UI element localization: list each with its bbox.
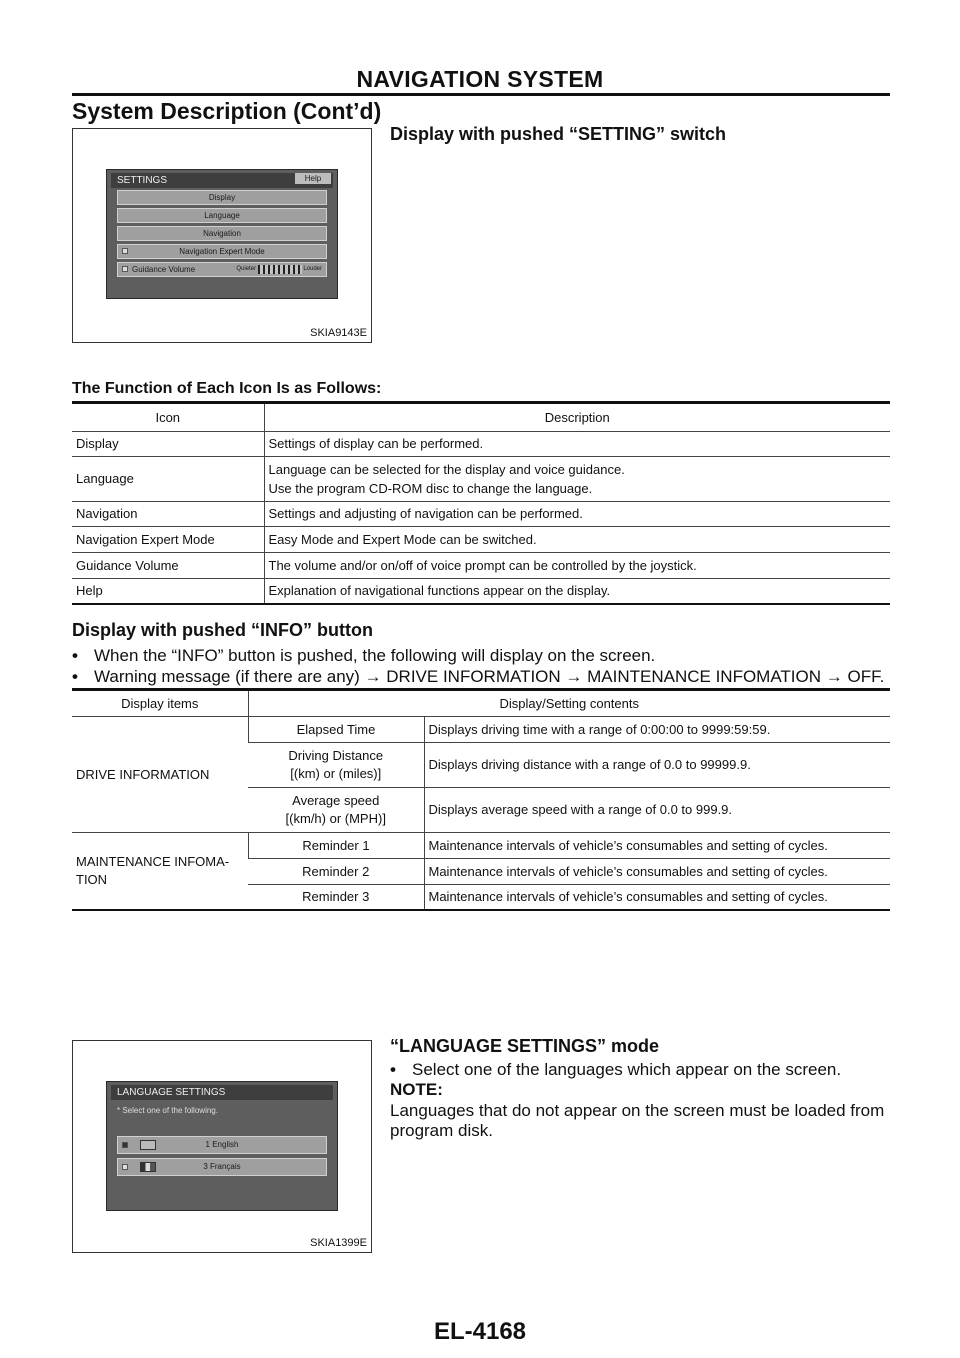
quieter-label: Quieter: [236, 266, 256, 272]
group-line: TION: [76, 871, 108, 887]
settings-heading: Display with pushed “SETTING” switch: [390, 124, 727, 144]
item-cell: Reminder 1: [248, 832, 424, 858]
description-cell: Settings of display can be performed.: [264, 431, 890, 456]
french-flag-icon: [140, 1162, 156, 1172]
bullet-text: Select one of the languages which appear on the screen.: [412, 1060, 842, 1079]
guidance-volume-control[interactable]: [117, 262, 327, 277]
figure-code: SKIA9143E: [310, 327, 367, 339]
uk-flag-icon: [140, 1140, 156, 1150]
language-figure: [72, 1040, 372, 1253]
item-cell: Reminder 3: [248, 884, 424, 910]
item-cell: [248, 787, 424, 832]
display-button[interactable]: Display: [117, 190, 327, 205]
language-prompt: [117, 1106, 218, 1115]
bullet-icon: •: [390, 1060, 396, 1079]
content-cell: Displays driving distance with a range of 0.0 to 99999.9.: [424, 742, 890, 787]
content-cell: Displays average speed with a range of 0.0 to 999.9.: [424, 787, 890, 832]
table-row: [72, 526, 890, 552]
description-cell: Easy Mode and Expert Mode can be switched.: [264, 526, 890, 552]
content-cell: Maintenance intervals of vehicle’s consumables and setting of cycles.: [424, 884, 890, 910]
icon-cell: Display: [72, 431, 264, 456]
language-button[interactable]: Language: [117, 208, 327, 223]
table-row: [72, 578, 890, 604]
bullet-icon: •: [72, 646, 78, 665]
item-line: Average speed: [292, 792, 380, 808]
language-heading: “LANGUAGE SETTINGS” mode: [390, 1036, 660, 1056]
info-table: [72, 691, 890, 911]
star-icon: *: [117, 1106, 123, 1115]
navigation-expert-mode-label: Navigation Expert Mode: [179, 247, 265, 256]
language-option-label: 3 Français: [203, 1162, 241, 1171]
table-row: [72, 431, 890, 456]
item-cell: [248, 742, 424, 787]
settings-screen: [106, 169, 338, 299]
icon-table: [72, 404, 890, 605]
icon-cell: Language: [72, 456, 264, 501]
table-row: [72, 716, 890, 742]
content-cell: Maintenance intervals of vehicle’s consumables and setting of cycles.: [424, 832, 890, 858]
table-row: [72, 552, 890, 578]
language-prompt-text: Select one of the following.: [122, 1106, 218, 1115]
icon-cell: Help: [72, 578, 264, 604]
help-button[interactable]: Help: [295, 173, 331, 184]
icon-cell: Guidance Volume: [72, 552, 264, 578]
table-header-row: [72, 404, 890, 431]
bullet-text: Warning message (if there are any) → DRIVE INFORMATION → MAINTENANCE INFOMATION → OFF.: [94, 667, 885, 686]
item-line: [(km) or (miles)]: [290, 765, 382, 781]
column-header: Display items: [72, 691, 248, 716]
page-number: EL-4168: [433, 1318, 527, 1345]
volume-bar-icon: [258, 265, 302, 274]
group-line: MAINTENANCE INFOMA-: [76, 853, 230, 869]
settings-screen-title: SETTINGS: [111, 173, 333, 188]
language-screen-title: LANGUAGE SETTINGS: [111, 1085, 333, 1100]
navigation-button[interactable]: Navigation: [117, 226, 327, 241]
content-cell: Displays driving time with a range of 0:00:00 to 9999:59:59.: [424, 716, 890, 742]
navigation-expert-mode-button[interactable]: [117, 244, 327, 259]
info-bullet: [72, 646, 655, 666]
checkbox-icon: [122, 266, 128, 272]
icon-cell: Navigation: [72, 501, 264, 526]
louder-label: Louder: [303, 266, 322, 272]
item-cell: Reminder 2: [248, 858, 424, 884]
content-cell: Maintenance intervals of vehicle’s consumables and setting of cycles.: [424, 858, 890, 884]
table-row: [72, 832, 890, 858]
language-screen: [106, 1081, 338, 1211]
item-line: Driving Distance: [288, 747, 384, 763]
header-rule: [72, 93, 890, 96]
column-header: Icon: [72, 404, 264, 431]
checkbox-icon: [122, 248, 128, 254]
item-line: [(km/h) or (MPH)]: [285, 810, 386, 826]
section-title: NAVIGATION SYSTEM: [356, 66, 604, 92]
item-cell: Elapsed Time: [248, 716, 424, 742]
group-cell: [72, 832, 248, 910]
language-option-english[interactable]: [117, 1136, 327, 1154]
note-text: Languages that do not appear on the screen must be loaded from program disk.: [390, 1101, 885, 1140]
bullet-icon: •: [72, 667, 78, 686]
section-subtitle: System Description (Cont’d): [72, 98, 382, 124]
figure-code: SKIA1399E: [310, 1237, 367, 1249]
language-option-french[interactable]: [117, 1158, 327, 1176]
language-option-label: 1 English: [205, 1140, 239, 1149]
description-cell: The volume and/or on/off of voice prompt can be controlled by the joystick.: [264, 552, 890, 578]
column-header: Display/Setting contents: [248, 691, 890, 716]
description-line: Use the program CD-ROM disc to change the language.: [268, 480, 593, 496]
icon-cell: Navigation Expert Mode: [72, 526, 264, 552]
bullet-text: When the “INFO” button is pushed, the following will display on the screen.: [94, 646, 656, 665]
description-cell: [264, 456, 890, 501]
description-line: Language can be selected for the display and voice guidance.: [268, 461, 625, 477]
info-heading: Display with pushed “INFO” button: [72, 620, 373, 640]
guidance-volume-label: Guidance Volume: [132, 265, 196, 274]
icon-table-heading: The Function of Each Icon Is as Follows:: [72, 380, 382, 397]
group-cell: DRIVE INFORMATION: [72, 716, 248, 832]
checkbox-icon: [122, 1164, 128, 1170]
settings-figure: [72, 128, 372, 343]
column-header: Description: [264, 404, 890, 431]
checkbox-icon: [122, 1142, 128, 1148]
note-label: NOTE:: [390, 1080, 443, 1099]
table-row: [72, 501, 890, 526]
info-bullet: [72, 667, 884, 687]
table-row: [72, 456, 890, 501]
language-bullet: [390, 1060, 841, 1080]
table-header-row: [72, 691, 890, 716]
description-cell: Explanation of navigational functions appear on the display.: [264, 578, 890, 604]
description-cell: Settings and adjusting of navigation can be performed.: [264, 501, 890, 526]
